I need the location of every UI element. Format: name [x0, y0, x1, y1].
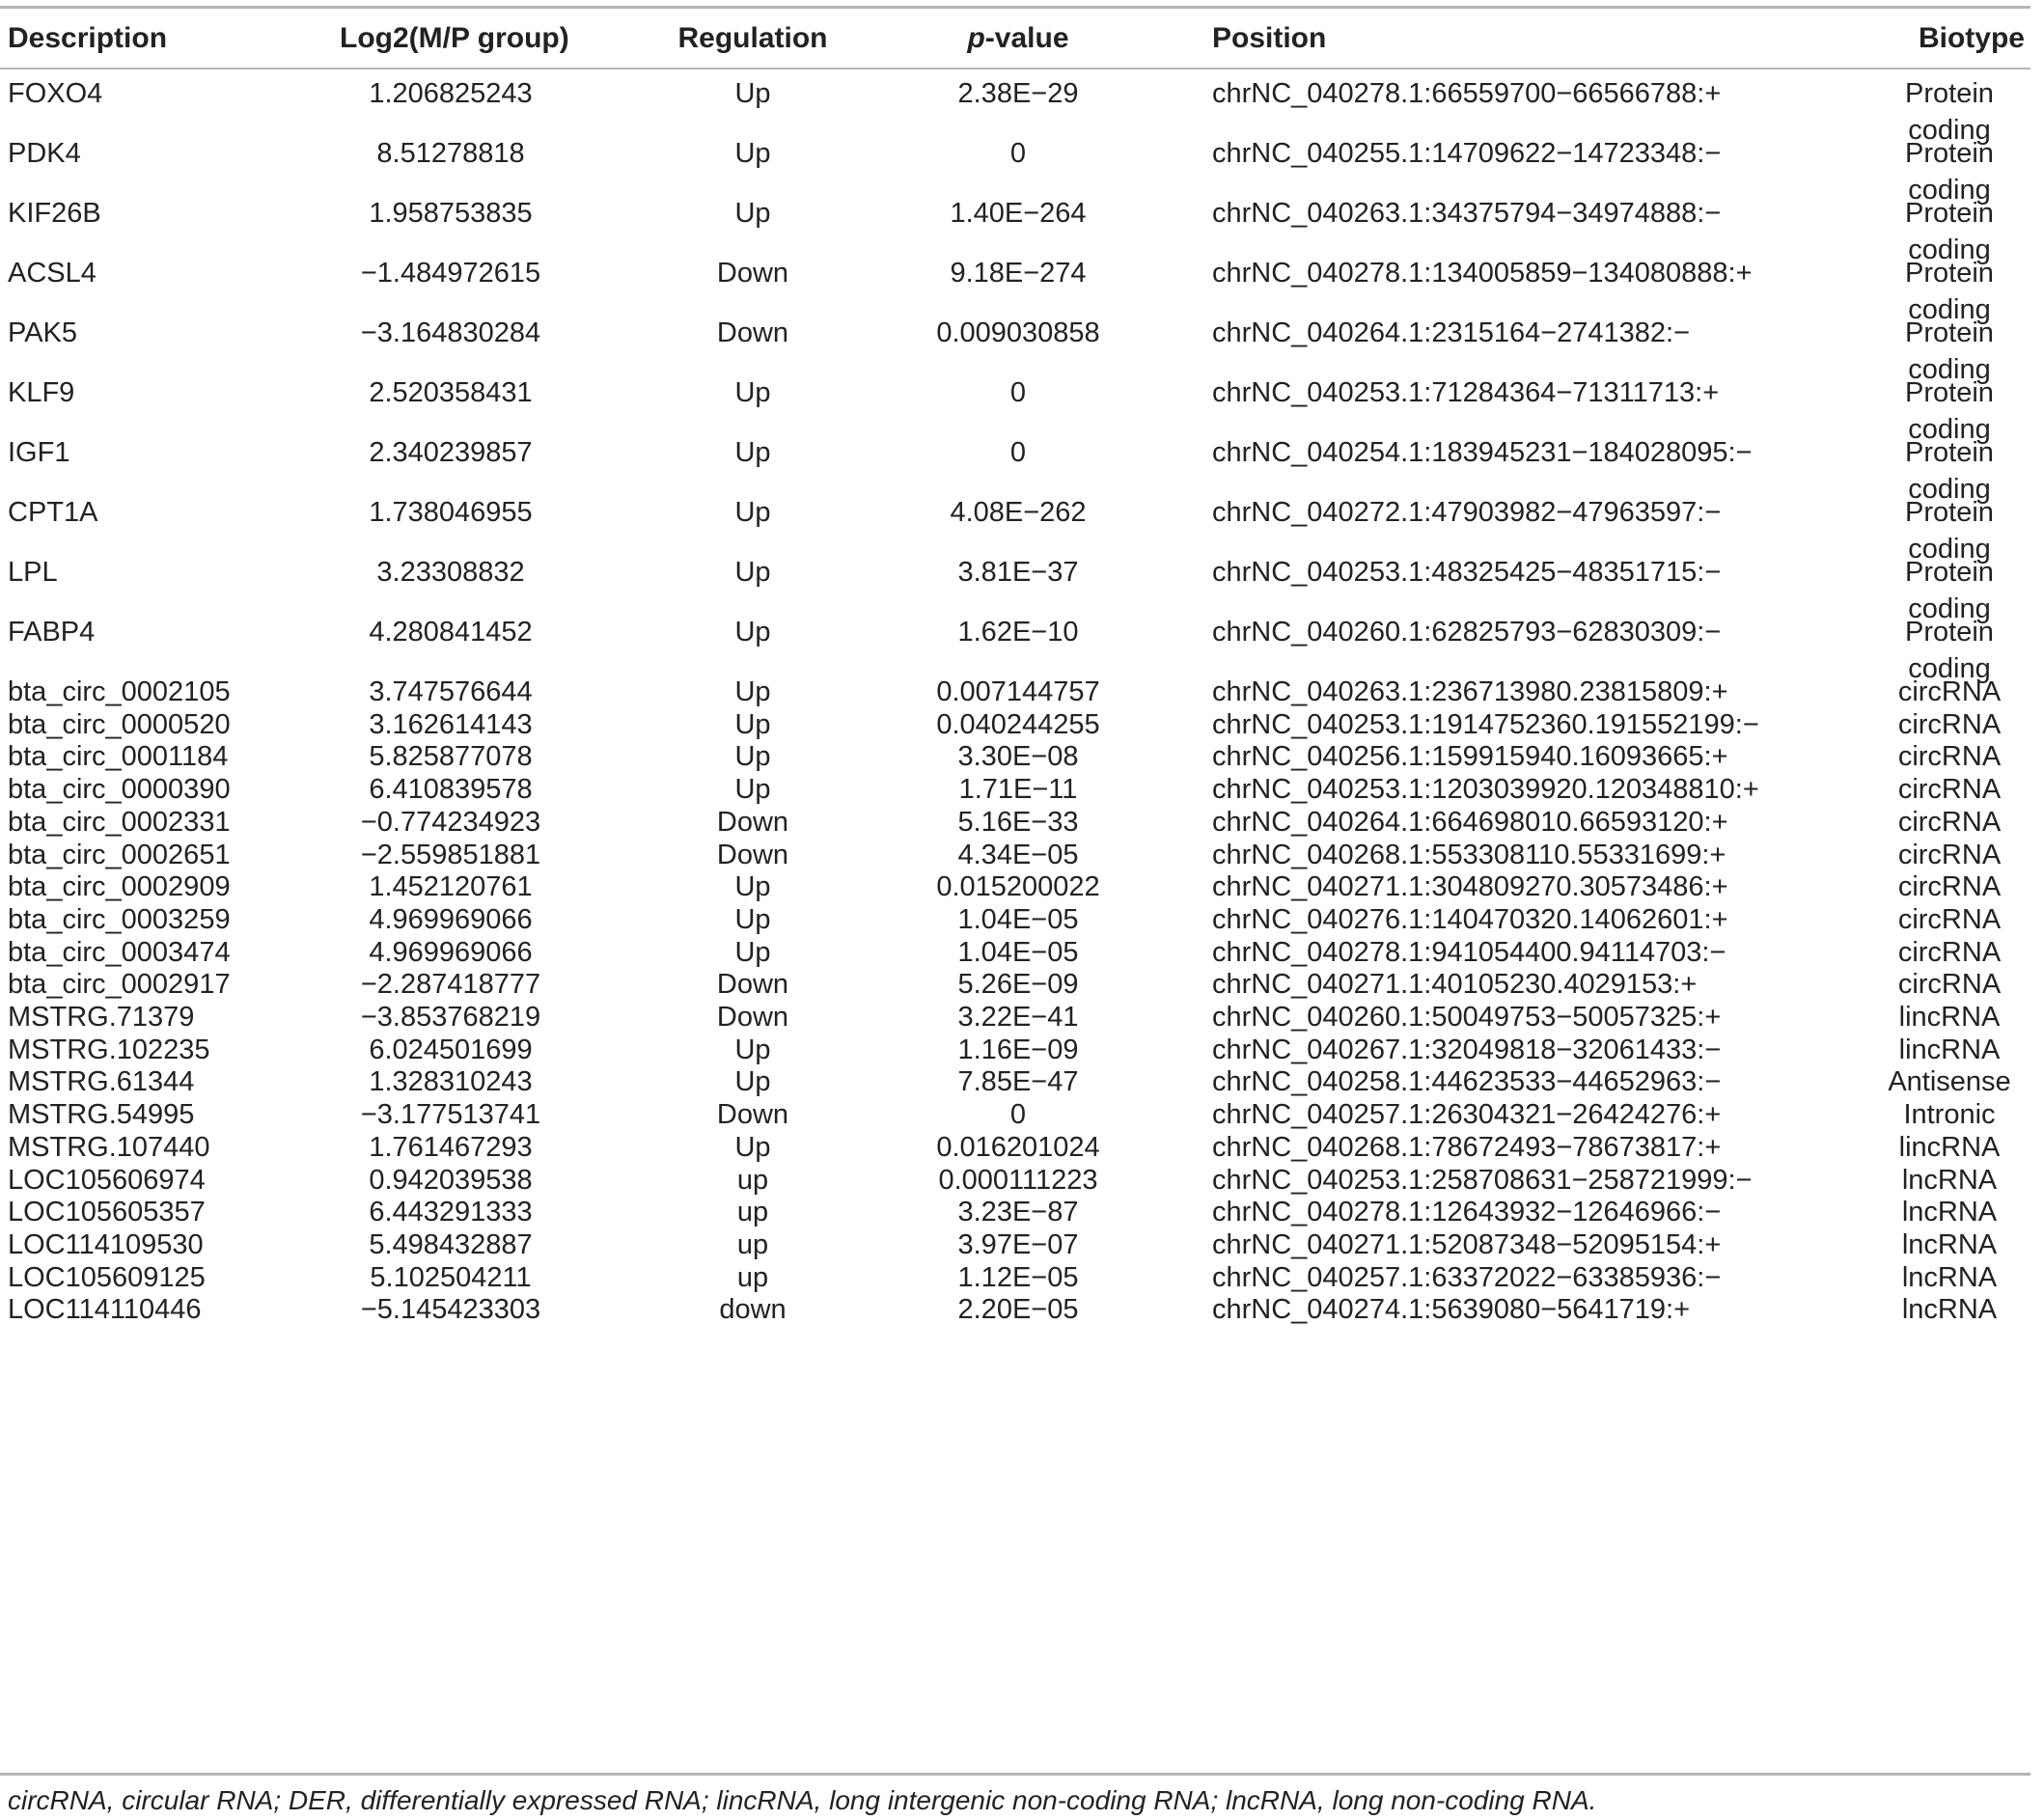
row-log2: 6.443291333 — [369, 1197, 533, 1228]
row-biotype: lncRNA — [1901, 1294, 1998, 1326]
row-regulation: Up — [734, 1131, 771, 1163]
row-biotype: Protein coding — [1905, 557, 1994, 624]
row-biotype: Protein coding — [1905, 198, 1994, 265]
row-biotype: Protein coding — [1905, 617, 1994, 684]
row-log2: 4.280841452 — [369, 617, 533, 648]
row-description: MSTRG.102235 — [8, 1034, 210, 1065]
row-pvalue: 2.20E−05 — [957, 1294, 1079, 1326]
row-description: MSTRG.107440 — [8, 1131, 210, 1163]
row-regulation: up — [736, 1261, 769, 1293]
row-description: bta_circ_0001184 — [8, 741, 229, 773]
header-pvalue-italic: p — [967, 22, 985, 54]
row-description: IGF1 — [8, 437, 70, 468]
row-biotype: circRNA — [1897, 774, 2002, 806]
table-footnote: circRNA, circular RNA; DER, differentially expressed RNA; lincRNA, long intergenic non-coding RNA; lncRNA, long non-coding RNA. — [8, 1785, 1597, 1815]
row-position: chrNC_040278.1:134005859−134080888:+ — [1212, 258, 1753, 289]
row-pvalue: 1.04E−05 — [957, 936, 1079, 968]
row-biotype: circRNA — [1897, 936, 2002, 968]
row-pvalue: 3.97E−07 — [957, 1228, 1079, 1260]
row-pvalue: 2.38E−29 — [957, 78, 1079, 109]
row-pvalue: 1.71E−11 — [958, 774, 1078, 806]
row-regulation: Up — [734, 1034, 771, 1065]
table-header-rule — [0, 68, 2030, 69]
row-pvalue: 7.85E−47 — [957, 1066, 1079, 1098]
row-log2: 1.738046955 — [369, 497, 533, 528]
row-log2: 1.206825243 — [369, 78, 533, 109]
row-pvalue: 0 — [1009, 1099, 1027, 1131]
row-description: bta_circ_0002651 — [8, 839, 231, 870]
row-pvalue: 0.040244255 — [936, 708, 1100, 740]
row-log2: −5.145423303 — [360, 1294, 541, 1326]
row-log2: −3.177513741 — [360, 1099, 541, 1131]
row-description: LPL — [8, 557, 58, 588]
row-biotype: lncRNA — [1901, 1228, 1998, 1260]
row-regulation: Up — [734, 497, 771, 528]
row-position: chrNC_040257.1:26304321−26424276:+ — [1212, 1099, 1722, 1131]
row-description: LOC105609125 — [8, 1261, 206, 1293]
row-description: PDK4 — [8, 138, 81, 169]
row-regulation: Up — [734, 741, 771, 773]
row-biotype: circRNA — [1897, 903, 2002, 935]
row-biotype: circRNA — [1897, 741, 2002, 773]
row-description: bta_circ_0003474 — [8, 936, 231, 968]
row-regulation: Up — [734, 1066, 771, 1098]
row-biotype: lincRNA — [1898, 1131, 2001, 1163]
row-position: chrNC_040278.1:941054400.94114703:− — [1212, 936, 1726, 968]
row-log2: −0.774234923 — [360, 806, 541, 838]
row-position: chrNC_040253.1:1203039920.120348810:+ — [1212, 774, 1759, 806]
header-log2: Log2(M/P group) — [340, 22, 569, 54]
row-regulation: Up — [734, 377, 771, 408]
row-position: chrNC_040267.1:32049818−32061433:− — [1212, 1034, 1722, 1065]
row-log2: 3.162614143 — [369, 708, 533, 740]
row-regulation: Up — [734, 557, 771, 588]
row-log2: 2.340239857 — [369, 437, 533, 468]
row-biotype: Protein coding — [1905, 437, 1994, 505]
row-description: bta_circ_0002917 — [8, 969, 231, 1001]
row-description: LOC105605357 — [8, 1197, 206, 1228]
row-log2: 3.747576644 — [369, 676, 533, 707]
row-description: MSTRG.71379 — [8, 1002, 195, 1033]
row-regulation: Up — [734, 936, 771, 968]
row-log2: 1.452120761 — [369, 871, 533, 903]
row-log2: 1.958753835 — [369, 198, 533, 229]
row-biotype: circRNA — [1897, 871, 2002, 903]
row-log2: 6.024501699 — [369, 1034, 533, 1065]
row-position: chrNC_040260.1:62825793−62830309:− — [1212, 617, 1722, 648]
row-pvalue: 0.015200022 — [936, 871, 1100, 903]
row-biotype: lncRNA — [1901, 1261, 1998, 1293]
header-biotype: Biotype — [1918, 22, 2025, 54]
row-position: chrNC_040253.1:71284364−71311713:+ — [1212, 377, 1720, 408]
row-position: chrNC_040271.1:304809270.30573486:+ — [1212, 871, 1728, 903]
row-regulation: up — [736, 1164, 769, 1196]
row-description: LOC114110446 — [8, 1294, 202, 1326]
row-biotype: Protein coding — [1905, 497, 1994, 565]
row-description: LOC105606974 — [8, 1164, 206, 1196]
row-biotype: circRNA — [1897, 806, 2002, 838]
row-pvalue: 1.16E−09 — [957, 1034, 1079, 1065]
row-biotype: Protein coding — [1905, 317, 1994, 385]
row-regulation: Down — [716, 839, 789, 870]
row-position: chrNC_040254.1:183945231−184028095:− — [1212, 437, 1753, 468]
row-pvalue: 0.007144757 — [936, 676, 1100, 707]
row-regulation: Up — [734, 617, 771, 648]
row-log2: 5.825877078 — [369, 741, 533, 773]
table-bottom-rule — [0, 1773, 2030, 1776]
row-regulation: Up — [734, 774, 771, 806]
row-description: MSTRG.61344 — [8, 1066, 195, 1098]
row-position: chrNC_040255.1:14709622−14723348:− — [1212, 138, 1722, 169]
row-pvalue: 3.81E−37 — [957, 557, 1079, 588]
row-regulation: Down — [716, 806, 789, 838]
row-regulation: Up — [734, 437, 771, 468]
row-regulation: Up — [734, 708, 771, 740]
row-position: chrNC_040268.1:553308110.55331699:+ — [1212, 839, 1726, 870]
row-log2: 5.102504211 — [370, 1261, 532, 1293]
row-description: bta_circ_0002909 — [8, 871, 231, 903]
row-pvalue: 3.22E−41 — [957, 1002, 1079, 1033]
row-pvalue: 1.62E−10 — [957, 617, 1079, 648]
row-position: chrNC_040257.1:63372022−63385936:− — [1212, 1261, 1722, 1293]
row-biotype: Protein coding — [1905, 78, 1994, 146]
header-position: Position — [1212, 22, 1327, 54]
table-top-rule — [0, 6, 2030, 9]
row-log2: 6.410839578 — [369, 774, 533, 806]
row-biotype: circRNA — [1897, 708, 2002, 740]
row-position: chrNC_040274.1:5639080−5641719:+ — [1212, 1294, 1691, 1326]
row-biotype: Protein coding — [1905, 258, 1994, 325]
row-description: bta_circ_0002331 — [8, 806, 231, 838]
header-pvalue-rest: -value — [984, 22, 1069, 54]
row-position: chrNC_040258.1:44623533−44652963:− — [1212, 1066, 1722, 1098]
row-biotype: lncRNA — [1901, 1164, 1998, 1196]
row-description: FABP4 — [8, 617, 96, 648]
row-position: chrNC_040260.1:50049753−50057325:+ — [1212, 1002, 1722, 1033]
row-position: chrNC_040263.1:34375794−34974888:− — [1212, 198, 1722, 229]
row-description: CPT1A — [8, 497, 98, 528]
row-log2: 5.498432887 — [369, 1228, 533, 1260]
row-position: chrNC_040271.1:40105230.4029153:+ — [1212, 969, 1698, 1001]
row-description: bta_circ_0000520 — [8, 708, 231, 740]
row-description: LOC114109530 — [8, 1228, 204, 1260]
row-log2: −3.164830284 — [360, 317, 541, 348]
row-description: bta_circ_0003259 — [8, 903, 231, 935]
row-pvalue: 0 — [1009, 138, 1027, 169]
row-position: chrNC_040253.1:258708631−258721999:− — [1212, 1164, 1753, 1196]
row-position: chrNC_040264.1:664698010.66593120:+ — [1212, 806, 1728, 838]
row-regulation: Up — [734, 676, 771, 707]
row-pvalue: 1.40E−264 — [950, 198, 1087, 229]
row-log2: 1.328310243 — [369, 1066, 533, 1098]
row-regulation: up — [736, 1197, 769, 1228]
row-pvalue: 5.16E−33 — [957, 806, 1079, 838]
row-biotype: circRNA — [1897, 839, 2002, 870]
row-description: MSTRG.54995 — [8, 1099, 195, 1131]
row-position: chrNC_040278.1:66559700−66566788:+ — [1212, 78, 1722, 109]
row-biotype: Antisense — [1888, 1066, 2011, 1098]
row-regulation: Up — [734, 903, 771, 935]
row-pvalue: 3.30E−08 — [957, 741, 1079, 773]
row-description: PAK5 — [8, 317, 78, 348]
row-regulation: Down — [716, 969, 789, 1001]
row-description: KLF9 — [8, 377, 75, 408]
row-regulation: Down — [716, 258, 789, 289]
row-regulation: Down — [716, 317, 789, 348]
row-biotype: Protein coding — [1905, 377, 1994, 445]
row-regulation: Down — [716, 1002, 789, 1033]
row-log2: 8.51278818 — [376, 138, 525, 169]
row-log2: −3.853768219 — [360, 1002, 541, 1033]
row-regulation: Up — [734, 138, 771, 169]
row-regulation: Up — [734, 198, 771, 229]
row-pvalue: 4.34E−05 — [957, 839, 1079, 870]
row-position: chrNC_040272.1:47903982−47963597:− — [1212, 497, 1722, 528]
row-biotype: circRNA — [1897, 676, 2002, 707]
row-log2: 2.520358431 — [369, 377, 533, 408]
row-biotype: Intronic — [1903, 1099, 1996, 1131]
row-biotype: Protein coding — [1905, 138, 1994, 206]
row-position: chrNC_040256.1:159915940.16093665:+ — [1212, 741, 1728, 773]
row-biotype: lincRNA — [1898, 1034, 2001, 1065]
row-description: bta_circ_0000390 — [8, 774, 231, 806]
header-regulation: Regulation — [677, 22, 828, 54]
row-regulation: Down — [716, 1099, 789, 1131]
row-description: bta_circ_0002105 — [8, 676, 231, 707]
row-description: ACSL4 — [8, 258, 97, 289]
row-regulation: Up — [734, 871, 771, 903]
row-log2: 4.969969066 — [369, 936, 533, 968]
row-log2: −2.559851881 — [360, 839, 541, 870]
row-pvalue: 0.009030858 — [936, 317, 1100, 348]
row-pvalue: 0.016201024 — [936, 1131, 1100, 1163]
row-biotype: lincRNA — [1898, 1002, 2001, 1033]
row-description: FOXO4 — [8, 78, 103, 109]
row-position: chrNC_040271.1:52087348−52095154:+ — [1212, 1228, 1722, 1260]
row-regulation: down — [719, 1294, 787, 1326]
row-pvalue: 1.04E−05 — [957, 903, 1079, 935]
row-position: chrNC_040253.1:1914752360.191552199:− — [1212, 708, 1759, 740]
row-position: chrNC_040253.1:48325425−48351715:− — [1212, 557, 1722, 588]
row-position: chrNC_040268.1:78672493−78673817:+ — [1212, 1131, 1722, 1163]
row-regulation: Up — [734, 78, 771, 109]
row-pvalue: 0 — [1009, 437, 1027, 468]
header-description: Description — [8, 22, 168, 54]
row-log2: −2.287418777 — [360, 969, 541, 1001]
row-pvalue: 0.000111223 — [938, 1164, 1098, 1196]
row-pvalue: 1.12E−05 — [957, 1261, 1079, 1293]
row-regulation: up — [736, 1228, 769, 1260]
row-position: chrNC_040276.1:140470320.14062601:+ — [1212, 903, 1728, 935]
row-pvalue: 9.18E−274 — [950, 258, 1087, 289]
row-biotype: circRNA — [1897, 969, 2002, 1001]
row-log2: 0.942039538 — [369, 1164, 533, 1196]
row-log2: 4.969969066 — [369, 903, 533, 935]
row-pvalue: 0 — [1009, 377, 1027, 408]
row-pvalue: 5.26E−09 — [957, 969, 1079, 1001]
row-position: chrNC_040263.1:236713980.23815809:+ — [1212, 676, 1728, 707]
row-log2: 3.23308832 — [376, 557, 525, 588]
row-log2: −1.484972615 — [360, 258, 541, 289]
header-pvalue — [922, 19, 1115, 58]
row-log2: 1.761467293 — [369, 1131, 533, 1163]
row-pvalue: 4.08E−262 — [950, 497, 1087, 528]
row-biotype: lncRNA — [1901, 1197, 1998, 1228]
row-pvalue: 3.23E−87 — [957, 1197, 1079, 1228]
row-description: KIF26B — [8, 198, 101, 229]
row-position: chrNC_040278.1:12643932−12646966:− — [1212, 1197, 1722, 1228]
row-position: chrNC_040264.1:2315164−2741382:− — [1212, 317, 1691, 348]
